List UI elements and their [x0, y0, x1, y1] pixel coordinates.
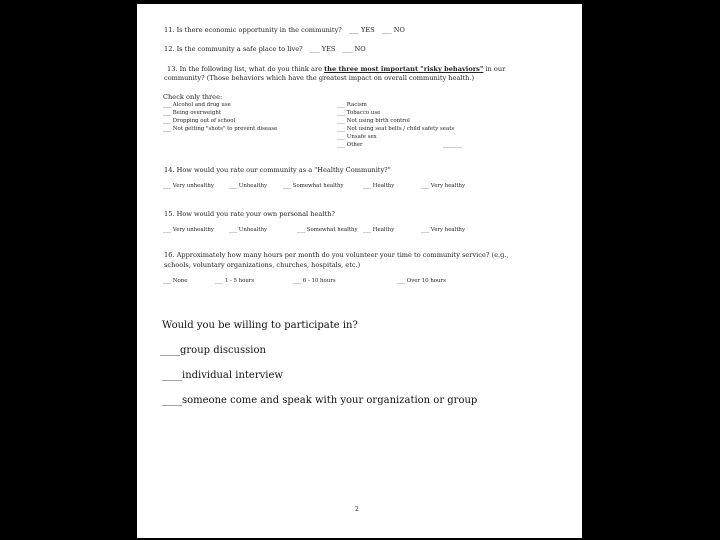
- rating-option: ___ Unhealthy: [229, 183, 268, 189]
- rating-option: ___ Somewhat healthy: [283, 183, 344, 189]
- question-13-emphasis: the three most important "risky behaviors": [324, 65, 484, 73]
- rating-option: ___ Very unhealthy: [163, 227, 214, 233]
- participate-option: ____someone come and speak with your organization or group: [162, 395, 478, 406]
- question-13-line-1: [167, 66, 505, 73]
- risk-item: ___ Being overweight: [163, 110, 221, 116]
- question-11: [164, 27, 405, 34]
- hours-option: ___ Over 10 hours: [397, 278, 446, 284]
- question-13-line-2: community? (Those behaviors which have the greatest impact on overall community health.): [164, 74, 475, 82]
- rating-option: ___ Very healthy: [421, 183, 466, 189]
- hours-option: ___ None: [163, 278, 188, 284]
- rating-option: ___ Very unhealthy: [163, 183, 214, 189]
- question-12-yes: ___ YES: [309, 45, 336, 53]
- risk-item: ___ Not using seat belts / child safety seats: [337, 126, 455, 132]
- question-13-instruction: Check only three:: [163, 93, 223, 101]
- risk-item: ___ Alcohol and drug use: [163, 102, 231, 108]
- risk-item: ___ Dropping out of school: [163, 118, 236, 124]
- rating-option: ___ Somewhat healthy: [297, 227, 358, 233]
- risk-item: ___ Other: [337, 142, 363, 148]
- question-13-post: in our: [483, 65, 506, 73]
- question-11-text: 11. Is there economic opportunity in the community?: [164, 26, 342, 34]
- question-15-text: 15. How would you rate your own personal health?: [164, 210, 335, 218]
- question-12: [164, 46, 366, 53]
- risk-item: ___ Unsafe sex: [337, 134, 377, 140]
- question-12-text: 12. Is the community a safe place to live?: [164, 45, 303, 53]
- question-11-no: ___ NO: [381, 26, 405, 34]
- participate-option: ____group discussion: [160, 345, 266, 356]
- risk-item: ___ Racism: [337, 102, 367, 108]
- rating-option: ___ Healthy: [363, 183, 395, 189]
- rating-option: ___ Healthy: [363, 227, 395, 233]
- other-blank: _______: [443, 142, 462, 148]
- page-number: 2: [355, 506, 359, 513]
- risk-item: ___ Not using birth control: [337, 118, 410, 124]
- rating-option: ___ Very healthy: [421, 227, 466, 233]
- question-14-text: 14. How would you rate our community as a "Healthy Community?": [164, 166, 391, 174]
- question-16-line-1: 16. Approximately how many hours per month do you volunteer your time to community service? (e.g.,: [164, 251, 509, 259]
- risk-item: ___ Tobacco use: [337, 110, 381, 116]
- question-16-line-2: schools, voluntary organizations, churches, hospitals, etc.): [164, 261, 361, 269]
- question-12-no: ___ NO: [342, 45, 366, 53]
- participate-heading: Would you be willing to participate in?: [162, 320, 358, 331]
- question-11-yes: ___ YES: [348, 26, 375, 34]
- document-page: [137, 4, 582, 538]
- participate-option: ____individual interview: [162, 370, 283, 381]
- hours-option: ___ 1 - 5 hours: [215, 278, 255, 284]
- risk-item: ___ Not getting "shots" to prevent disease: [163, 126, 278, 132]
- rating-option: ___ Unhealthy: [229, 227, 268, 233]
- question-13-pre: 13. In the following list, what do you think are: [167, 65, 325, 73]
- hours-option: ___ 6 - 10 hours: [293, 278, 336, 284]
